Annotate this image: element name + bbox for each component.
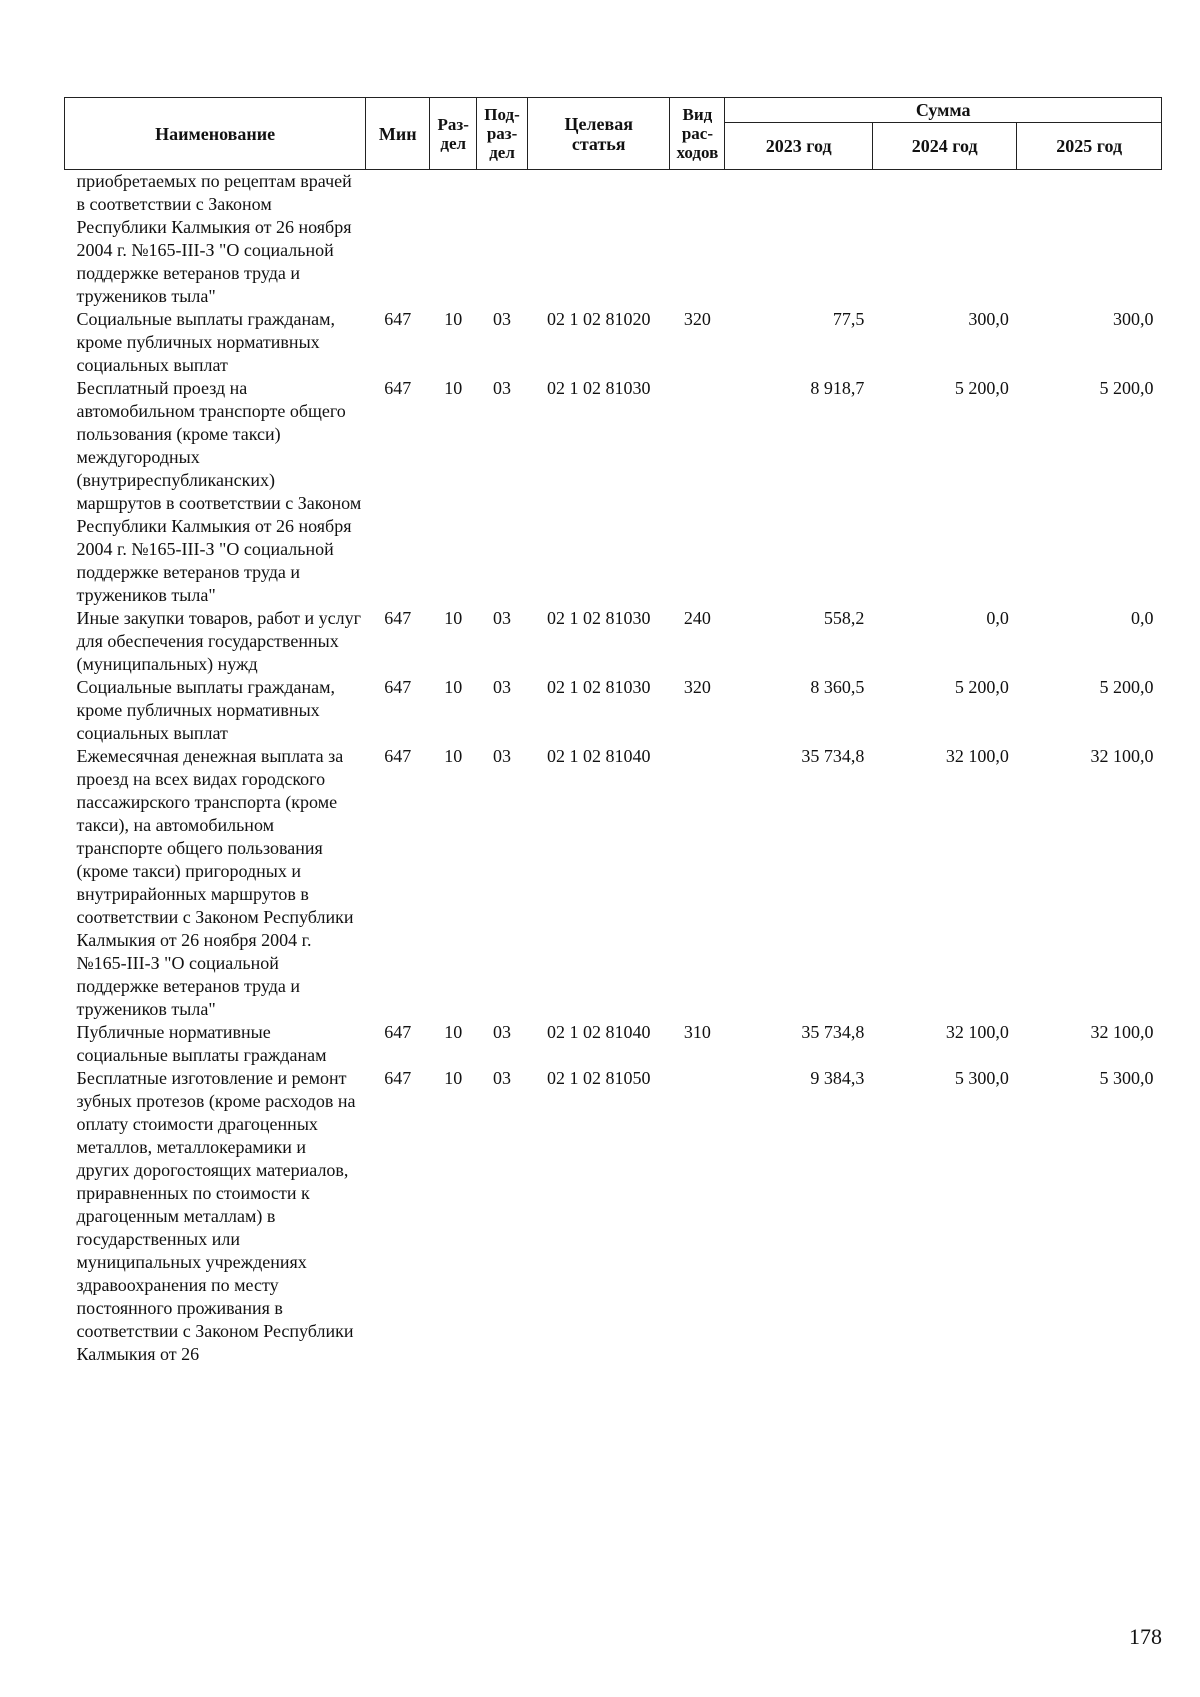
row-name: Бесплатные изготовление и ремонт зубных протезов (кроме расходов на оплату стоимости драгоценных металлов, металлокерамики и других дорогостоящих материалов, приравненных по стоимости к драгоценным металлам) в государственных или муниципальных учреждениях здравоохранения по месту постоянного проживания в соответствии с Законом Республики Калмыкия от 26 — [76, 1068, 356, 1364]
row-razdel — [430, 170, 477, 309]
row-podrazdel: 03 — [493, 1068, 512, 1088]
row-celevaya-statya: 02 1 02 81030 — [546, 677, 651, 697]
row-vid-rashodov — [670, 170, 725, 309]
row-sum-2024: 32 100,0 — [945, 1022, 1009, 1042]
row-sum-2025: 5 200,0 — [1099, 378, 1154, 398]
row-min: 647 — [384, 746, 412, 766]
table-row — [65, 1021, 1162, 1067]
table-row — [65, 676, 1162, 745]
row-razdel: 10 — [444, 309, 463, 329]
header-name: Наименование — [65, 98, 366, 170]
table-row — [65, 607, 1162, 676]
row-name: Публичные нормативные социальные выплаты гражданам — [76, 1022, 327, 1065]
row-podrazdel — [477, 170, 528, 309]
header-podrazdel-text: Под- раз- дел — [484, 105, 520, 162]
row-celevaya-statya: 02 1 02 81050 — [546, 1068, 651, 1088]
row-razdel: 10 — [444, 378, 463, 398]
row-sum-2024 — [872, 170, 1017, 309]
row-sum-2023: 77,5 — [832, 309, 865, 329]
row-sum-2023: 8 360,5 — [810, 677, 865, 697]
row-name: Социальные выплаты гражданам, кроме публичных нормативных социальных выплат — [76, 309, 335, 375]
row-sum-2023: 558,2 — [823, 608, 865, 628]
header-summa: Сумма — [725, 98, 1162, 123]
row-sum-2025: 32 100,0 — [1090, 1022, 1154, 1042]
row-podrazdel: 03 — [493, 1022, 512, 1042]
row-min: 647 — [384, 1068, 412, 1088]
row-vid-rashodov: 240 — [683, 608, 711, 628]
row-sum-2024: 32 100,0 — [945, 746, 1009, 766]
row-vid-rashodov: 310 — [683, 1022, 711, 1042]
row-sum-2025: 5 300,0 — [1099, 1068, 1154, 1088]
table-header — [65, 98, 1162, 170]
row-vid-rashodov — [670, 377, 725, 607]
row-podrazdel: 03 — [493, 677, 512, 697]
table-row — [65, 1067, 1162, 1366]
header-year-2024: 2024 год — [872, 123, 1017, 170]
row-sum-2024: 5 200,0 — [954, 378, 1009, 398]
row-name: Иные закупки товаров, работ и услуг для обеспечения государственных (муниципальных) нужд — [76, 608, 361, 674]
row-sum-2025: 0,0 — [1131, 608, 1154, 628]
row-min: 647 — [384, 309, 412, 329]
header-razdel-text: Раз- дел — [437, 114, 469, 153]
row-min: 647 — [384, 1022, 412, 1042]
table-row — [65, 308, 1162, 377]
row-sum-2024: 0,0 — [986, 608, 1009, 628]
header-vid-text: Вид рас- ходов — [676, 105, 719, 162]
row-sum-2025: 5 200,0 — [1099, 677, 1154, 697]
row-name: Ежемесячная денежная выплата за проезд на всех видах городского пассажирского транспорта (кроме такси), на автомобильном транспорте общего пользования (кроме такси) пригородных и внутрирайонных маршрутов в соответствии с Законом Республики Калмыкия от 26 ноября 2004 г. №165-III-З "О социальной поддержке ветеранов труда и тружеников тыла" — [76, 746, 354, 1019]
row-celevaya-statya: 02 1 02 81030 — [546, 608, 651, 628]
table-row — [65, 745, 1162, 1021]
row-name: Социальные выплаты гражданам, кроме публичных нормативных социальных выплат — [76, 677, 335, 743]
row-podrazdel: 03 — [493, 378, 512, 398]
header-celevaya-text: Целевая статья — [564, 113, 633, 154]
row-razdel: 10 — [444, 746, 463, 766]
header-vid-rashodov — [670, 98, 725, 170]
row-celevaya-statya: 02 1 02 81020 — [546, 309, 651, 329]
row-sum-2025: 300,0 — [1113, 309, 1154, 329]
row-razdel: 10 — [444, 1022, 463, 1042]
row-sum-2024: 5 300,0 — [954, 1068, 1009, 1088]
row-sum-2023 — [725, 170, 873, 309]
row-podrazdel: 03 — [493, 746, 512, 766]
header-razdel — [430, 98, 477, 170]
row-podrazdel: 03 — [493, 309, 512, 329]
budget-table — [64, 97, 1162, 1366]
row-podrazdel: 03 — [493, 608, 512, 628]
row-sum-2025: 32 100,0 — [1090, 746, 1154, 766]
row-sum-2023: 9 384,3 — [810, 1068, 865, 1088]
row-sum-2023: 8 918,7 — [810, 378, 865, 398]
row-min: 647 — [384, 378, 412, 398]
row-min: 647 — [384, 608, 412, 628]
table-row — [65, 170, 1162, 309]
row-celevaya-statya — [527, 170, 669, 309]
row-sum-2024: 5 200,0 — [954, 677, 1009, 697]
header-min: Мин — [366, 98, 430, 170]
row-celevaya-statya: 02 1 02 81040 — [546, 1022, 651, 1042]
row-sum-2024: 300,0 — [968, 309, 1009, 329]
row-min — [366, 170, 430, 309]
row-sum-2023: 35 734,8 — [801, 746, 865, 766]
row-celevaya-statya: 02 1 02 81030 — [546, 378, 651, 398]
row-vid-rashodov — [670, 745, 725, 1021]
row-sum-2023: 35 734,8 — [801, 1022, 865, 1042]
page-number: 178 — [1129, 1624, 1162, 1649]
row-sum-2025 — [1017, 170, 1162, 309]
table-row — [65, 377, 1162, 607]
row-celevaya-statya: 02 1 02 81040 — [546, 746, 651, 766]
header-celevaya-statya — [527, 98, 669, 170]
row-vid-rashodov — [670, 1067, 725, 1366]
header-year-2023: 2023 год — [725, 123, 873, 170]
row-vid-rashodov: 320 — [683, 677, 711, 697]
row-razdel: 10 — [444, 1068, 463, 1088]
header-year-2025: 2025 год — [1017, 123, 1162, 170]
row-razdel: 10 — [444, 677, 463, 697]
row-razdel: 10 — [444, 608, 463, 628]
header-podrazdel — [477, 98, 528, 170]
row-name: Бесплатный проезд на автомобильном транспорте общего пользования (кроме такси) междугородных (внутриреспубликанских) маршрутов в соответствии с Законом Республики Калмыкия от 26 ноября 2004 г. №165-III-З "О социальной поддержке ветеранов труда и тружеников тыла" — [76, 378, 362, 605]
row-vid-rashodov: 320 — [683, 309, 711, 329]
row-min: 647 — [384, 677, 412, 697]
row-name: приобретаемых по рецептам врачей в соответствии с Законом Республики Калмыкия от 26 ноября 2004 г. №165-III-З "О социальной поддержке ветеранов труда и тружеников тыла" — [76, 171, 352, 306]
table-body — [65, 170, 1162, 1367]
